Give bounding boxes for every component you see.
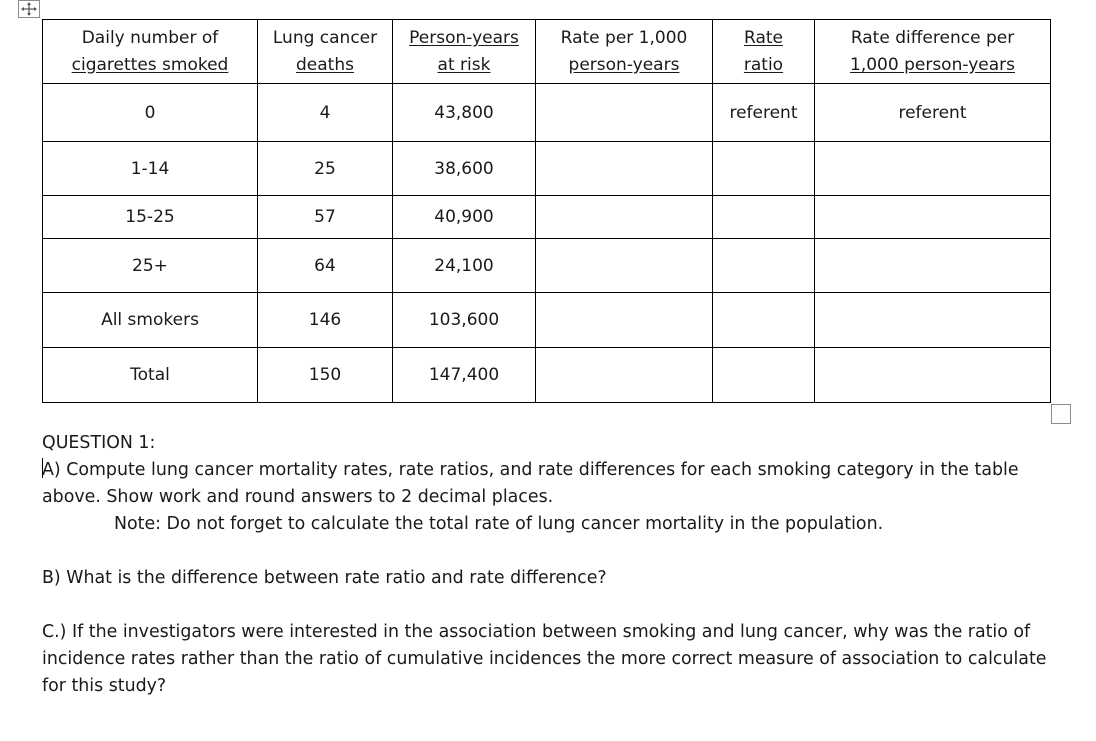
cell-deaths[interactable]: 146: [258, 293, 393, 348]
paragraph-spacer: [42, 592, 1062, 619]
cell-deaths[interactable]: 57: [258, 196, 393, 239]
table-row: [43, 196, 1051, 239]
header-cigarettes-line1: Daily number of: [81, 27, 219, 48]
cell-deaths[interactable]: 150: [258, 348, 393, 403]
table-row: [43, 142, 1051, 196]
cell-rate-ratio[interactable]: [713, 293, 815, 348]
cell-rate-ratio[interactable]: referent: [713, 84, 815, 142]
cell-rate-ratio[interactable]: [713, 196, 815, 239]
header-rate-ratio-line1: Rate: [744, 27, 783, 48]
cell-cigarettes[interactable]: Total: [43, 348, 258, 403]
table-row: [43, 348, 1051, 403]
header-person-years-line1: Person-years: [409, 27, 519, 48]
table-row: [43, 84, 1051, 142]
header-rate-line2: person-years: [568, 54, 680, 75]
cell-rate[interactable]: [536, 84, 713, 142]
header-person-years-line2: at risk: [437, 54, 491, 75]
header-rate-line1: Rate per 1,000: [560, 27, 688, 48]
question-note: Note: Do not forget to calculate the total rate of lung cancer mortality in the population.: [114, 514, 884, 534]
cell-rate-ratio[interactable]: [713, 348, 815, 403]
header-deaths-line2: deaths: [296, 54, 354, 75]
header-rate-ratio-line2: ratio: [743, 54, 784, 75]
cell-person-years[interactable]: 24,100: [393, 239, 536, 293]
cell-rate-difference[interactable]: [815, 293, 1051, 348]
cell-deaths[interactable]: 64: [258, 239, 393, 293]
cell-rate[interactable]: [536, 239, 713, 293]
header-rate-ratio: [713, 20, 815, 84]
cell-deaths[interactable]: 4: [258, 84, 393, 142]
header-cigarettes-line2: cigarettes smoked: [71, 54, 229, 75]
header-rate: [536, 20, 713, 84]
header-deaths-line1: Lung cancer: [272, 27, 378, 48]
move-arrows-icon: [19, 1, 39, 17]
cell-rate-difference[interactable]: [815, 196, 1051, 239]
cell-person-years[interactable]: 40,900: [393, 196, 536, 239]
table-resize-handle[interactable]: [1051, 404, 1071, 424]
question-part-b: B) What is the difference between rate ratio and rate difference?: [42, 568, 607, 588]
header-rate-difference-line1: Rate difference per: [850, 27, 1015, 48]
question-part-a[interactable]: [42, 457, 1062, 511]
table-move-handle[interactable]: [18, 0, 40, 18]
table-row: [43, 293, 1051, 348]
question-part-a-text: A) Compute lung cancer mortality rates, rate ratios, and rate differences for each smoking category in the table above. Show work and round answers to 2 decimal places.: [42, 460, 1019, 507]
smoking-lung-cancer-table: [42, 19, 1051, 403]
cell-cigarettes[interactable]: 15-25: [43, 196, 258, 239]
cell-person-years[interactable]: 103,600: [393, 293, 536, 348]
cell-rate[interactable]: [536, 142, 713, 196]
cell-person-years[interactable]: 147,400: [393, 348, 536, 403]
cell-cigarettes[interactable]: 0: [43, 84, 258, 142]
header-rate-difference: [815, 20, 1051, 84]
cell-rate-difference[interactable]: referent: [815, 84, 1051, 142]
cell-rate-ratio[interactable]: [713, 142, 815, 196]
table-header-row: [43, 20, 1051, 84]
header-rate-difference-line2: 1,000 person-years: [850, 54, 1015, 75]
cell-rate[interactable]: [536, 348, 713, 403]
cell-rate[interactable]: [536, 293, 713, 348]
cell-rate-difference[interactable]: [815, 239, 1051, 293]
header-cigarettes: [43, 20, 258, 84]
cell-rate-ratio[interactable]: [713, 239, 815, 293]
cell-deaths[interactable]: 25: [258, 142, 393, 196]
cell-rate[interactable]: [536, 196, 713, 239]
cell-cigarettes[interactable]: All smokers: [43, 293, 258, 348]
header-person-years: [393, 20, 536, 84]
question-part-c: C.) If the investigators were interested in the association between smoking and lung cancer, why was the ratio of incidence rates rather than the ratio of cumulative incidences the more correct measure of association to calculate for this study?: [42, 622, 1047, 696]
cell-rate-difference[interactable]: [815, 142, 1051, 196]
question-title: QUESTION 1:: [42, 433, 156, 453]
cell-rate-difference[interactable]: [815, 348, 1051, 403]
cell-person-years[interactable]: 38,600: [393, 142, 536, 196]
question-section: [42, 430, 1062, 700]
header-deaths: [258, 20, 393, 84]
cell-cigarettes[interactable]: 25+: [43, 239, 258, 293]
cell-cigarettes[interactable]: 1-14: [43, 142, 258, 196]
table-row: [43, 239, 1051, 293]
cell-person-years[interactable]: 43,800: [393, 84, 536, 142]
paragraph-spacer: [42, 538, 1062, 565]
